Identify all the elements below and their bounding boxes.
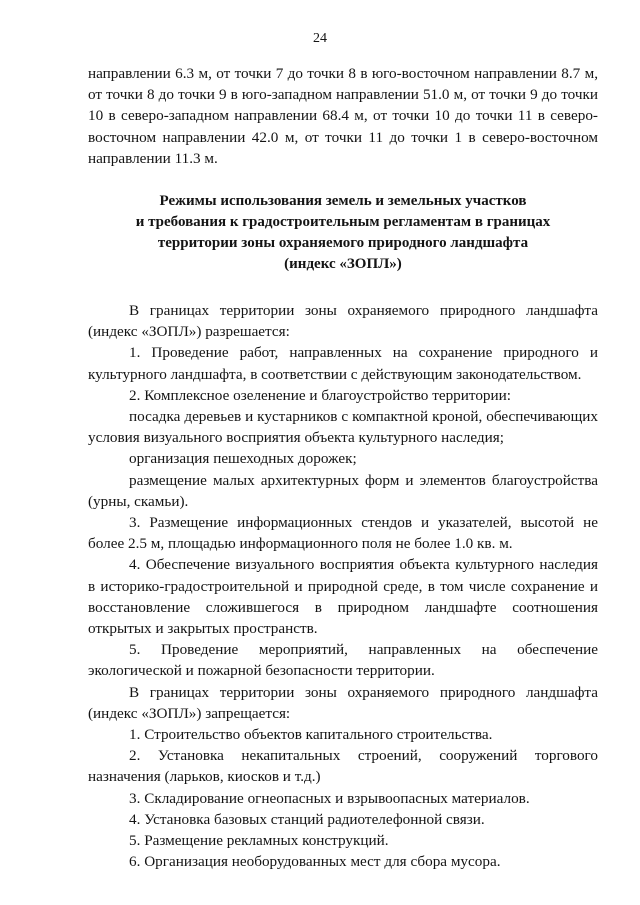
- allowed-intro: В границах территории зоны охраняемого природного ландшафта (индекс «ЗОПЛ») разрешается:: [88, 302, 598, 341]
- page-number: 24: [313, 31, 327, 46]
- allowed-item: 1. Проведение работ, направленных на сохранение природного и культурного ландшафта, в соответствии с действующим законодательством.: [88, 344, 598, 383]
- allowed-item: 3. Размещение информационных стендов и указателей, высотой не более 2.5 м, площадью информационного поля не более 1.0 кв. м.: [88, 514, 598, 553]
- prohibited-item: 1. Строительство объектов капитального строительства.: [129, 726, 493, 744]
- prohibited-item: 6. Организация необорудованных мест для сбора мусора.: [129, 853, 501, 871]
- prohibited-item: 3. Складирование огнеопасных и взрывоопасных материалов.: [129, 789, 530, 807]
- section-title-line: и требования к градостроительным регламентам в границах: [135, 214, 551, 231]
- section-title-line: Режимы использования земель и земельных участков: [159, 193, 527, 210]
- document-body: [88, 63, 598, 873]
- allowed-item: 5. Проведение мероприятий, направленных на обеспечение экологической и пожарной безопасности территории.: [88, 641, 598, 680]
- allowed-item: 2. Комплексное озеленение и благоустройство территории:: [129, 386, 511, 404]
- prohibited-item: 5. Размещение рекламных конструкций.: [129, 832, 389, 850]
- section-title: [88, 191, 598, 275]
- section-title-line: (индекс «ЗОПЛ»): [284, 256, 402, 273]
- allowed-item: 4. Обеспечение визуального восприятия объекта культурного наследия в историко-градостроительной и природной среде, в том числе сохранение и восстановление сложившегося в природном ландшафте соотношения открытых и закрытых пространств.: [88, 556, 598, 638]
- allowed-subitem: организация пешеходных дорожек;: [129, 450, 357, 468]
- prohibited-item: 4. Установка базовых станций радиотелефонной связи.: [129, 810, 485, 828]
- allowed-subitem: размещение малых архитектурных форм и элементов благоустройства (урны, скамьи).: [88, 471, 598, 510]
- section-title-line: территории зоны охраняемого природного ландшафта: [157, 235, 529, 252]
- intro-paragraph: направлении 6.3 м, от точки 7 до точки 8 в юго-восточном направлении 8.7 м, от точки 8 до точки 9 в юго-западном направлении 51.0 м, от точки 9 до точки 10 в северо-западном направлении 68.4 м, от точки 10 до точки 11 в северо-восточном направлении 42.0 м, от точки 11 до точки 1 в северо-восточном направлении 11.3 м.: [88, 65, 598, 167]
- allowed-subitem: посадка деревьев и кустарников с компактной кроной, обеспечивающих условия визуального восприятия объекта культурного наследия;: [88, 408, 598, 447]
- prohibited-item: 2. Установка некапитальных строений, сооружений торгового назначения (ларьков, киосков и т.д.): [88, 747, 598, 786]
- prohibited-intro: В границах территории зоны охраняемого природного ландшафта (индекс «ЗОПЛ») запрещается:: [88, 683, 598, 722]
